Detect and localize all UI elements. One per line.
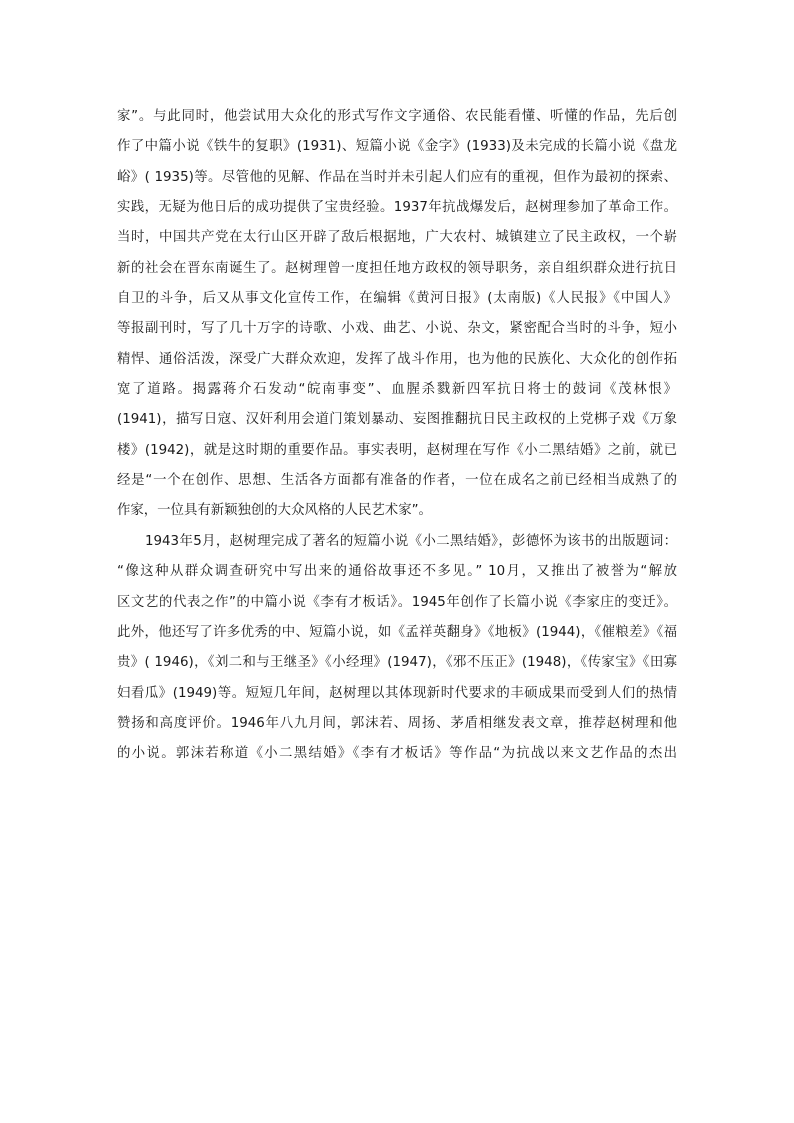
text-line: 赞扬和高度评价。1946年八九月间，郭沫若、周扬、茅盾相继发表文章，推荐赵树理和他 [117, 715, 677, 731]
text-line: 贵》( 1946)，《刘二和与王继圣》《小经理》(1947)，《邪不压正》(1948)，《传家宝》《田寡 [117, 655, 677, 671]
paragraph [117, 527, 677, 770]
text-line: 1943年5月，赵树理完成了著名的短篇小说《小二黑结婚》，彭德怀为该书的出版题词： [145, 533, 677, 549]
text-line: (1941)，描写日寇、汉奸利用会道门策划暴动、妄图推翻抗日民主政权的上党梆子戏《万象 [117, 412, 677, 428]
text-line: 妇看瓜》(1949)等。短短几年间，赵树理以其体现新时代要求的丰硕成果而受到人们的热情 [117, 685, 677, 701]
text-line: 作家，一位具有新颖独创的大众风格的人民艺术家”。 [117, 503, 432, 519]
text-line: 新的社会在晋东南诞生了。赵树理曾一度担任地方政权的领导职务，亲自组织群众进行抗日 [117, 260, 677, 276]
text-line: 实践，无疑为他日后的成功提供了宝贵经验。1937年抗战爆发后，赵树理参加了革命工作。 [117, 200, 677, 216]
text-line: 的小说。郭沫若称道《小二黑结婚》《李有才板话》等作品“为抗战以来文艺作品的杰出 [117, 746, 677, 762]
text-line: 此外，他还写了许多优秀的中、短篇小说，如《孟祥英翻身》《地板》(1944)，《催粮差》《福 [117, 624, 677, 640]
text-line: 等报副刊时，写了几十万字的诗歌、小戏、曲艺、小说、杂文，紧密配合当时的斗争，短小 [117, 321, 677, 337]
text-line: 楼》(1942)，就是这时期的重要作品。事实表明，赵树理在写作《小二黑结婚》之前，就已 [117, 442, 677, 458]
text-line: 自卫的斗争，后又从事文化宣传工作，在编辑《黄河日报》(太南版)《人民报》《中国人》 [117, 291, 677, 307]
text-line: 作了中篇小说《铁牛的复职》(1931)、短篇小说《金字》(1933)及未完成的长篇小说《盘龙 [117, 139, 677, 155]
paragraph [117, 102, 677, 527]
text-line: “像这种从群众调查研究中写出来的通俗故事还不多见。” 10月，又推出了被誉为“解放 [117, 564, 677, 580]
text-line: 宽了道路。揭露蒋介石发动“皖南事变”、血腥杀戮新四军抗日将士的鼓词《茂林恨》 [117, 382, 677, 398]
text-line: 家”。与此同时，他尝试用大众化的形式写作文字通俗、农民能看懂、听懂的作品，先后创 [117, 109, 677, 124]
text-line: 精悍、通俗活泼，深受广大群众欢迎，发挥了战斗作用，也为他的民族化、大众化的创作拓 [117, 351, 677, 367]
text-line: 当时，中国共产党在太行山区开辟了敌后根据地，广大农村、城镇建立了民主政权，一个崭 [117, 230, 677, 246]
text-line: 经是“一个在创作、思想、生活各方面都有准备的作者，一位在成名之前已经相当成熟了的 [117, 473, 677, 489]
document-body [117, 102, 677, 770]
text-line: 峪》( 1935)等。尽管他的见解、作品在当时并未引起人们应有的重视，但作为最初的探索、 [117, 169, 677, 185]
text-line: 区文艺的代表之作”的中篇小说《李有才板话》。1945年创作了长篇小说《李家庄的变迁》。 [117, 594, 677, 610]
